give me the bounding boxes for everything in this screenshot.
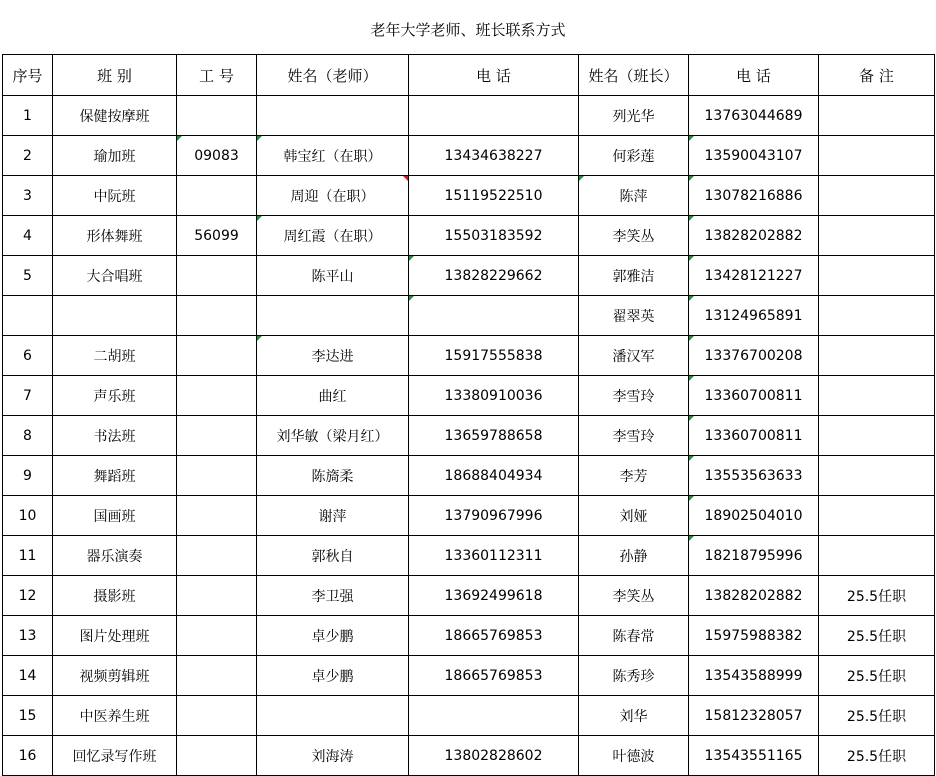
cell-staff-id[interactable]	[177, 656, 257, 696]
cell-text: 15	[18, 707, 37, 724]
cell-text: 8	[23, 427, 32, 444]
cell-text: 18902504010	[704, 507, 803, 524]
cell-text: 二胡班	[93, 348, 136, 365]
comment-indicator-icon	[409, 256, 414, 261]
cell-class[interactable]	[53, 336, 177, 376]
cell-text: 13763044689	[704, 107, 803, 124]
cell-text: 器乐演奏	[86, 548, 143, 565]
cell-text: 18665769853	[444, 667, 543, 684]
cell-text: 7	[23, 387, 32, 404]
cell-class[interactable]	[53, 656, 177, 696]
cell-text: 13078216886	[704, 187, 803, 204]
cell-text: 刘华敏（梁月红）	[276, 428, 389, 445]
cell-remark[interactable]	[819, 536, 935, 576]
comment-indicator-icon	[689, 416, 694, 421]
cell-text: 中阮班	[93, 188, 136, 205]
cell-teacher-name[interactable]	[257, 376, 409, 416]
cell-text: 13376700208	[704, 347, 803, 364]
cell-monitor-name[interactable]	[579, 616, 689, 656]
cell-text: 25.5任职	[846, 668, 907, 685]
table-row	[3, 376, 935, 416]
cell-class[interactable]	[53, 736, 177, 776]
cell-teacher-name[interactable]	[257, 576, 409, 616]
cell-monitor-phone[interactable]	[689, 736, 819, 776]
cell-monitor-phone[interactable]	[689, 656, 819, 696]
table-row	[3, 456, 935, 496]
cell-monitor-phone[interactable]	[689, 576, 819, 616]
cell-text: 5	[23, 267, 32, 284]
cell-monitor-phone[interactable]	[689, 136, 819, 176]
cell-text: 13434638227	[444, 147, 543, 164]
cell-text: 陈春常	[612, 628, 655, 645]
cell-text: 翟翠英	[612, 308, 655, 325]
table-row	[3, 616, 935, 656]
cell-text: 13543551165	[704, 747, 803, 764]
cell-seq[interactable]	[3, 736, 53, 776]
cell-teacher-name[interactable]	[257, 496, 409, 536]
cell-text: 舞蹈班	[93, 468, 136, 485]
cell-monitor-name[interactable]	[579, 336, 689, 376]
header-teacher-phone[interactable]: 电 话	[409, 55, 579, 96]
cell-monitor-name[interactable]	[579, 256, 689, 296]
cell-text: 13124965891	[704, 307, 803, 324]
cell-monitor-name[interactable]	[579, 696, 689, 736]
cell-teacher-phone[interactable]	[409, 256, 579, 296]
cell-text: 周迎（在职）	[290, 188, 375, 205]
comment-indicator-icon	[579, 176, 584, 181]
cell-monitor-name[interactable]	[579, 136, 689, 176]
cell-seq[interactable]	[3, 96, 53, 136]
cell-teacher-name[interactable]	[257, 536, 409, 576]
cell-text: 图片处理班	[79, 628, 150, 645]
cell-class[interactable]	[53, 136, 177, 176]
cell-text: 李笑丛	[612, 228, 655, 245]
note-indicator-icon	[403, 176, 408, 181]
table-row	[3, 136, 935, 176]
cell-text: 陈平山	[311, 268, 354, 285]
cell-text: 15119522510	[444, 187, 543, 204]
cell-text: 11	[18, 547, 37, 564]
cell-monitor-phone[interactable]	[689, 176, 819, 216]
cell-seq[interactable]	[3, 416, 53, 456]
cell-text: 13692499618	[444, 587, 543, 604]
cell-text: 18688404934	[444, 467, 543, 484]
cell-teacher-name[interactable]	[257, 96, 409, 136]
cell-staff-id[interactable]	[177, 136, 257, 176]
cell-text: 叶德波	[612, 748, 655, 765]
cell-teacher-name[interactable]	[257, 696, 409, 736]
cell-text: 李笑丛	[612, 588, 655, 605]
comment-indicator-icon	[409, 296, 414, 301]
cell-teacher-phone[interactable]	[409, 336, 579, 376]
cell-monitor-phone[interactable]	[689, 496, 819, 536]
cell-monitor-name[interactable]	[579, 96, 689, 136]
cell-text: 13790967996	[444, 507, 543, 524]
cell-seq[interactable]	[3, 616, 53, 656]
cell-text: 16	[18, 747, 37, 764]
cell-text: 保健按摩班	[79, 108, 150, 125]
cell-text: 15917555838	[444, 347, 543, 364]
cell-text: 陈秀珍	[612, 668, 655, 685]
table-row	[3, 416, 935, 456]
cell-text: 25.5任职	[846, 748, 907, 765]
cell-teacher-phone[interactable]	[409, 616, 579, 656]
cell-remark[interactable]	[819, 176, 935, 216]
cell-class[interactable]	[53, 296, 177, 336]
cell-text: 谢萍	[318, 508, 347, 525]
cell-text: 何彩莲	[612, 148, 655, 165]
cell-monitor-phone[interactable]	[689, 616, 819, 656]
cell-text: 卓少鹏	[311, 668, 354, 685]
cell-remark[interactable]	[819, 496, 935, 536]
table-row	[3, 96, 935, 136]
cell-teacher-phone[interactable]	[409, 696, 579, 736]
cell-teacher-phone[interactable]	[409, 456, 579, 496]
cell-teacher-name[interactable]	[257, 456, 409, 496]
cell-text: 孙静	[619, 548, 648, 565]
comment-indicator-icon	[257, 216, 262, 221]
cell-class[interactable]	[53, 456, 177, 496]
cell-text: 李芳	[619, 468, 648, 485]
comment-indicator-icon	[257, 136, 262, 141]
cell-text: 李雪玲	[612, 428, 655, 445]
cell-text: 25.5任职	[846, 588, 907, 605]
cell-text: 书法班	[93, 428, 136, 445]
cell-monitor-phone[interactable]	[689, 256, 819, 296]
cell-text: 韩宝红（在职）	[283, 148, 382, 165]
cell-text: 13360112311	[444, 547, 543, 564]
cell-staff-id[interactable]	[177, 96, 257, 136]
cell-staff-id[interactable]	[177, 616, 257, 656]
cell-class[interactable]	[53, 376, 177, 416]
cell-class[interactable]	[53, 416, 177, 456]
table-row	[3, 336, 935, 376]
cell-text: 郭秋自	[311, 548, 354, 565]
cell-text: 13360700811	[704, 427, 803, 444]
header-monitor-name[interactable]: 姓名（班长）	[579, 55, 689, 96]
cell-seq[interactable]	[3, 496, 53, 536]
cell-text: 56099	[194, 227, 239, 244]
comment-indicator-icon	[689, 456, 694, 461]
cell-class[interactable]	[53, 216, 177, 256]
cell-text: 摄影班	[93, 588, 136, 605]
cell-remark[interactable]	[819, 256, 935, 296]
cell-text: 15812328057	[704, 707, 803, 724]
cell-staff-id[interactable]	[177, 376, 257, 416]
cell-text: 陈萍	[619, 188, 648, 205]
cell-teacher-name[interactable]	[257, 616, 409, 656]
cell-staff-id[interactable]	[177, 256, 257, 296]
cell-monitor-phone[interactable]	[689, 416, 819, 456]
cell-seq[interactable]	[3, 176, 53, 216]
header-monitor-phone[interactable]: 电 话	[689, 55, 819, 96]
cell-remark[interactable]	[819, 656, 935, 696]
cell-teacher-name[interactable]	[257, 216, 409, 256]
cell-text: 刘娅	[619, 508, 648, 525]
cell-text: 形体舞班	[86, 228, 143, 245]
comment-indicator-icon	[689, 216, 694, 221]
cell-text: 14	[18, 667, 37, 684]
cell-class[interactable]	[53, 256, 177, 296]
cell-monitor-name[interactable]	[579, 536, 689, 576]
cell-text: 13380910036	[444, 387, 543, 404]
cell-teacher-phone[interactable]	[409, 136, 579, 176]
header-teacher-name[interactable]: 姓名（老师）	[257, 55, 409, 96]
cell-monitor-phone[interactable]	[689, 536, 819, 576]
cell-text: 李达进	[311, 348, 354, 365]
cell-remark[interactable]	[819, 216, 935, 256]
cell-text: 13802828602	[444, 747, 543, 764]
cell-text: 3	[23, 187, 32, 204]
cell-remark[interactable]	[819, 616, 935, 656]
cell-text: 18665769853	[444, 627, 543, 644]
table-row	[3, 216, 935, 256]
cell-staff-id[interactable]	[177, 576, 257, 616]
cell-staff-id[interactable]	[177, 696, 257, 736]
cell-text: 2	[23, 147, 32, 164]
cell-remark[interactable]	[819, 336, 935, 376]
cell-teacher-name[interactable]	[257, 736, 409, 776]
cell-staff-id[interactable]	[177, 296, 257, 336]
cell-monitor-phone[interactable]	[689, 96, 819, 136]
cell-seq[interactable]	[3, 136, 53, 176]
cell-seq[interactable]	[3, 336, 53, 376]
table-row	[3, 256, 935, 296]
cell-remark[interactable]	[819, 376, 935, 416]
cell-teacher-name[interactable]	[257, 256, 409, 296]
cell-text: 12	[18, 587, 37, 604]
table-row	[3, 536, 935, 576]
cell-teacher-phone[interactable]	[409, 536, 579, 576]
cell-remark[interactable]	[819, 456, 935, 496]
cell-text: 13828202882	[704, 587, 803, 604]
cell-text: 回忆录写作班	[72, 748, 157, 765]
cell-seq[interactable]	[3, 216, 53, 256]
cell-monitor-phone[interactable]	[689, 696, 819, 736]
cell-remark[interactable]	[819, 576, 935, 616]
cell-seq[interactable]	[3, 376, 53, 416]
cell-class[interactable]	[53, 96, 177, 136]
cell-monitor-phone[interactable]	[689, 216, 819, 256]
cell-text: 国画班	[93, 508, 136, 525]
cell-staff-id[interactable]	[177, 416, 257, 456]
cell-text: 大合唱班	[86, 268, 143, 285]
cell-staff-id[interactable]	[177, 176, 257, 216]
cell-seq[interactable]	[3, 256, 53, 296]
cell-monitor-name[interactable]	[579, 576, 689, 616]
cell-remark[interactable]	[819, 296, 935, 336]
comment-indicator-icon	[689, 496, 694, 501]
cell-remark[interactable]	[819, 696, 935, 736]
cell-monitor-name[interactable]	[579, 216, 689, 256]
cell-text: 刘华	[619, 708, 648, 725]
cell-text: 6	[23, 347, 32, 364]
cell-seq[interactable]	[3, 456, 53, 496]
cell-teacher-phone[interactable]	[409, 296, 579, 336]
cell-teacher-phone[interactable]	[409, 216, 579, 256]
cell-monitor-name[interactable]	[579, 656, 689, 696]
cell-text: 25.5任职	[846, 708, 907, 725]
cell-class[interactable]	[53, 696, 177, 736]
header-remark[interactable]: 备 注	[819, 55, 935, 96]
comment-indicator-icon	[689, 136, 694, 141]
cell-monitor-phone[interactable]	[689, 456, 819, 496]
table-row	[3, 696, 935, 736]
cell-text: 瑜加班	[93, 148, 136, 165]
cell-monitor-name[interactable]	[579, 176, 689, 216]
cell-text: 13553563633	[704, 467, 803, 484]
cell-teacher-phone[interactable]	[409, 656, 579, 696]
comment-indicator-icon	[689, 296, 694, 301]
comment-indicator-icon	[689, 536, 694, 541]
cell-text: 13	[18, 627, 37, 644]
cell-seq[interactable]	[3, 696, 53, 736]
comment-indicator-icon	[689, 256, 694, 261]
cell-staff-id[interactable]	[177, 736, 257, 776]
comment-indicator-icon	[689, 336, 694, 341]
cell-text: 13543588999	[704, 667, 803, 684]
cell-remark[interactable]	[819, 416, 935, 456]
header-row	[3, 55, 935, 96]
table-row	[3, 736, 935, 776]
cell-teacher-name[interactable]	[257, 336, 409, 376]
cell-seq[interactable]	[3, 296, 53, 336]
cell-text: 李卫强	[311, 588, 354, 605]
cell-text: 列光华	[612, 108, 655, 125]
cell-text: 18218795996	[704, 547, 803, 564]
cell-text: 陈旖柔	[311, 468, 354, 485]
cell-class[interactable]	[53, 616, 177, 656]
cell-class[interactable]	[53, 576, 177, 616]
cell-text: 15975988382	[704, 627, 803, 644]
cell-teacher-phone[interactable]	[409, 416, 579, 456]
cell-text: 声乐班	[93, 388, 136, 405]
cell-teacher-phone[interactable]	[409, 96, 579, 136]
table-row	[3, 496, 935, 536]
table-row	[3, 296, 935, 336]
cell-text: 13828229662	[444, 267, 543, 284]
cell-monitor-phone[interactable]	[689, 296, 819, 336]
cell-class[interactable]	[53, 496, 177, 536]
table-row	[3, 656, 935, 696]
cell-teacher-name[interactable]	[257, 176, 409, 216]
cell-teacher-name[interactable]	[257, 136, 409, 176]
cell-seq[interactable]	[3, 576, 53, 616]
cell-text: 10	[18, 507, 37, 524]
cell-staff-id[interactable]	[177, 336, 257, 376]
cell-monitor-name[interactable]	[579, 416, 689, 456]
cell-text: 潘汉军	[612, 348, 655, 365]
comment-indicator-icon	[257, 336, 262, 341]
cell-monitor-name[interactable]	[579, 456, 689, 496]
cell-staff-id[interactable]	[177, 456, 257, 496]
cell-text: 9	[23, 467, 32, 484]
cell-text: 13659788658	[444, 427, 543, 444]
cell-text: 曲红	[318, 388, 347, 405]
cell-text: 1	[23, 107, 32, 124]
cell-text: 13828202882	[704, 227, 803, 244]
cell-text: 15503183592	[444, 227, 543, 244]
cell-staff-id[interactable]	[177, 536, 257, 576]
comment-indicator-icon	[689, 376, 694, 381]
cell-staff-id[interactable]	[177, 216, 257, 256]
header-staff-id[interactable]: 工 号	[177, 55, 257, 96]
cell-text: 周红霞（在职）	[283, 228, 382, 245]
cell-monitor-phone[interactable]	[689, 376, 819, 416]
cell-class[interactable]	[53, 536, 177, 576]
cell-teacher-phone[interactable]	[409, 576, 579, 616]
table-row	[3, 176, 935, 216]
sheet-title: 老年大学老师、班长联系方式	[370, 20, 566, 39]
cell-teacher-phone[interactable]	[409, 176, 579, 216]
cell-text: 李雪玲	[612, 388, 655, 405]
cell-remark[interactable]	[819, 736, 935, 776]
comment-indicator-icon	[689, 176, 694, 181]
cell-teacher-phone[interactable]	[409, 376, 579, 416]
cell-text: 09083	[194, 147, 239, 164]
cell-text: 卓少鹏	[311, 628, 354, 645]
cell-teacher-name[interactable]	[257, 296, 409, 336]
cell-text: 刘海涛	[311, 748, 354, 765]
cell-text: 郭雅洁	[612, 268, 655, 285]
cell-monitor-name[interactable]	[579, 376, 689, 416]
cell-teacher-name[interactable]	[257, 416, 409, 456]
cell-remark[interactable]	[819, 136, 935, 176]
cell-monitor-name[interactable]	[579, 736, 689, 776]
cell-text: 25.5任职	[846, 628, 907, 645]
cell-seq[interactable]	[3, 656, 53, 696]
cell-monitor-name[interactable]	[579, 496, 689, 536]
cell-class[interactable]	[53, 176, 177, 216]
cell-monitor-phone[interactable]	[689, 336, 819, 376]
cell-remark[interactable]	[819, 96, 935, 136]
cell-text: 视频剪辑班	[79, 668, 150, 685]
header-class[interactable]: 班 别	[53, 55, 177, 96]
cell-text: 中医养生班	[79, 708, 150, 725]
cell-teacher-name[interactable]	[257, 656, 409, 696]
cell-monitor-name[interactable]	[579, 296, 689, 336]
cell-text: 13360700811	[704, 387, 803, 404]
cell-text: 13428121227	[704, 267, 803, 284]
cell-teacher-phone[interactable]	[409, 736, 579, 776]
cell-text: 13590043107	[704, 147, 803, 164]
comment-indicator-icon	[177, 136, 182, 141]
cell-text: 4	[23, 227, 32, 244]
cell-staff-id[interactable]	[177, 496, 257, 536]
header-seq[interactable]: 序号	[3, 55, 53, 96]
contact-table	[2, 54, 935, 776]
table-row	[3, 576, 935, 616]
cell-seq[interactable]	[3, 536, 53, 576]
cell-teacher-phone[interactable]	[409, 496, 579, 536]
